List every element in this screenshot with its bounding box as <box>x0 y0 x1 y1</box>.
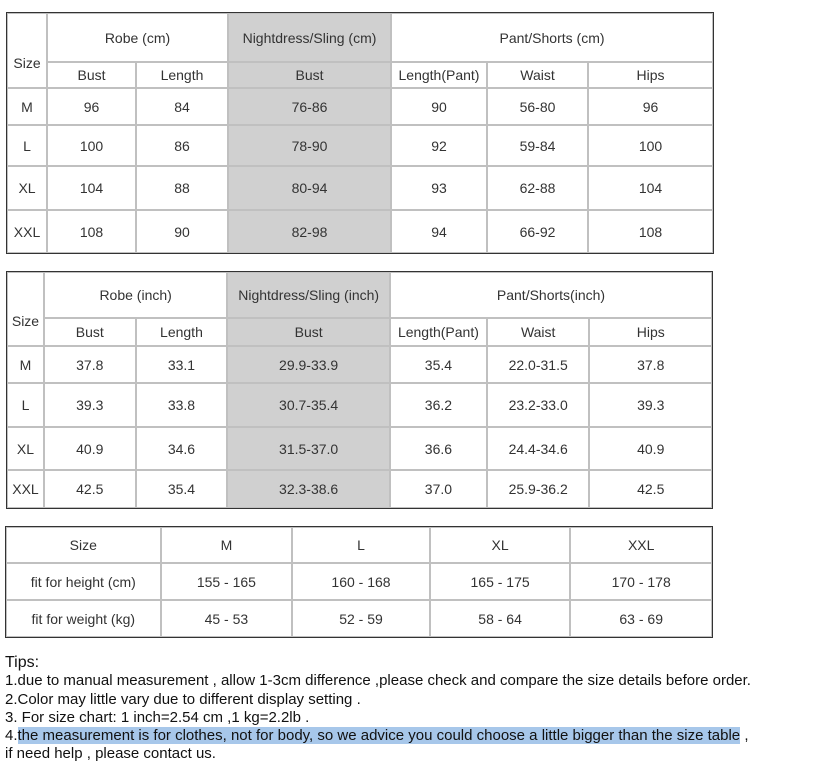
group-header-robe: Robe (cm) <box>47 13 228 62</box>
table-row <box>7 125 713 166</box>
tip-line-5: if need help , please contact us. <box>5 745 216 763</box>
group-header-pant: Pant/Shorts(inch) <box>390 272 712 318</box>
value-cell: 96 <box>47 88 136 125</box>
size-header: Size <box>7 13 47 88</box>
value-cell: 80-94 <box>228 166 391 210</box>
size-header: Size <box>7 272 44 346</box>
subheader: Bust <box>44 318 136 346</box>
value-cell: 104 <box>588 166 713 210</box>
value-cell: 52 - 59 <box>292 600 430 637</box>
tips-title: Tips: <box>5 654 40 671</box>
group-header-nightdress: Nightdress/Sling (inch) <box>227 272 390 318</box>
value-cell: 96 <box>588 88 713 125</box>
table-row <box>7 470 712 508</box>
value-cell: 170 - 178 <box>570 563 712 600</box>
value-cell: 58 - 64 <box>430 600 571 637</box>
value-cell: 108 <box>47 210 136 253</box>
value-cell: 40.9 <box>44 427 136 470</box>
value-cell: 82-98 <box>228 210 391 253</box>
tip-line-3: 3. For size chart: 1 inch=2.54 cm ,1 kg=2.2lb . <box>5 708 310 726</box>
value-cell: 66-92 <box>487 210 588 253</box>
value-cell: 76-86 <box>228 88 391 125</box>
tip-line-4-prefix: 4. <box>5 727 18 745</box>
value-cell: 33.1 <box>136 346 228 383</box>
value-cell: 86 <box>136 125 228 166</box>
value-cell: 104 <box>47 166 136 210</box>
size-cell: XL <box>7 166 47 210</box>
subheader: Waist <box>487 62 588 88</box>
value-cell: 37.0 <box>390 470 487 508</box>
header-cell: XXL <box>570 527 712 563</box>
table-header-row <box>6 527 712 563</box>
value-cell: 36.6 <box>390 427 487 470</box>
value-cell: 24.4-34.6 <box>487 427 590 470</box>
table-row <box>7 166 713 210</box>
value-cell: 25.9-36.2 <box>487 470 590 508</box>
size-cell: L <box>7 125 47 166</box>
value-cell: 31.5-37.0 <box>227 427 390 470</box>
header-cell: L <box>292 527 430 563</box>
value-cell: 45 - 53 <box>161 600 293 637</box>
table-row <box>7 346 712 383</box>
value-cell: 62-88 <box>487 166 588 210</box>
value-cell: 30.7-35.4 <box>227 383 390 427</box>
value-cell: 40.9 <box>589 427 712 470</box>
row-label: fit for weight (kg) <box>6 600 161 637</box>
subheader: Hips <box>589 318 712 346</box>
size-cell: M <box>7 88 47 125</box>
value-cell: 108 <box>588 210 713 253</box>
value-cell: 33.8 <box>136 383 228 427</box>
tip-line-2: 2.Color may little vary due to different display setting . <box>5 690 361 708</box>
value-cell: 92 <box>391 125 487 166</box>
value-cell: 165 - 175 <box>430 563 571 600</box>
value-cell: 34.6 <box>136 427 228 470</box>
value-cell: 90 <box>136 210 228 253</box>
row-label: fit for height (cm) <box>6 563 161 600</box>
selected-text[interactable]: the measurement is for clothes, not for body, so we advice you could choose a little bigger than the size table <box>17 727 741 745</box>
value-cell: 29.9-33.9 <box>227 346 390 383</box>
header-cell: M <box>161 527 293 563</box>
group-header-nightdress: Nightdress/Sling (cm) <box>228 13 391 62</box>
table-row <box>7 88 713 125</box>
size-table-cm <box>6 12 714 254</box>
value-cell: 56-80 <box>487 88 588 125</box>
value-cell: 90 <box>391 88 487 125</box>
size-cell: XXL <box>7 210 47 253</box>
value-cell: 84 <box>136 88 228 125</box>
value-cell: 35.4 <box>136 470 228 508</box>
header-cell: Size <box>6 527 161 563</box>
value-cell: 36.2 <box>390 383 487 427</box>
value-cell: 42.5 <box>589 470 712 508</box>
subheader: Waist <box>487 318 590 346</box>
subheader: Bust <box>47 62 136 88</box>
fit-table <box>5 526 713 638</box>
value-cell: 37.8 <box>589 346 712 383</box>
subheader: Length(Pant) <box>390 318 487 346</box>
size-cell: M <box>7 346 44 383</box>
subheader: Bust <box>227 318 390 346</box>
value-cell: 100 <box>588 125 713 166</box>
tip-line-1: 1.due to manual measurement , allow 1-3cm difference ,please check and compare the size details before order. <box>5 672 751 690</box>
size-cell: XXL <box>7 470 44 508</box>
value-cell: 23.2-33.0 <box>487 383 590 427</box>
header-cell: XL <box>430 527 571 563</box>
value-cell: 63 - 69 <box>570 600 712 637</box>
value-cell: 32.3-38.6 <box>227 470 390 508</box>
tip-line-4 <box>5 727 751 745</box>
size-cell: XL <box>7 427 44 470</box>
table-row <box>7 210 713 253</box>
table-row <box>6 563 712 600</box>
subheader: Length(Pant) <box>391 62 487 88</box>
table-row <box>7 427 712 470</box>
tips-section <box>5 654 751 764</box>
subheader: Length <box>136 62 228 88</box>
subheader: Length <box>136 318 228 346</box>
size-table-inch <box>6 271 713 509</box>
subheader: Hips <box>588 62 713 88</box>
group-header-pant: Pant/Shorts (cm) <box>391 13 713 62</box>
value-cell: 160 - 168 <box>292 563 430 600</box>
value-cell: 39.3 <box>589 383 712 427</box>
value-cell: 37.8 <box>44 346 136 383</box>
value-cell: 93 <box>391 166 487 210</box>
table-row <box>6 600 712 637</box>
value-cell: 35.4 <box>390 346 487 383</box>
value-cell: 42.5 <box>44 470 136 508</box>
group-header-robe: Robe (inch) <box>44 272 227 318</box>
value-cell: 59-84 <box>487 125 588 166</box>
value-cell: 39.3 <box>44 383 136 427</box>
value-cell: 100 <box>47 125 136 166</box>
value-cell: 94 <box>391 210 487 253</box>
subheader: Bust <box>228 62 391 88</box>
value-cell: 88 <box>136 166 228 210</box>
value-cell: 155 - 165 <box>161 563 293 600</box>
value-cell: 22.0-31.5 <box>487 346 590 383</box>
tip-line-4-suffix: , <box>740 727 749 745</box>
value-cell: 78-90 <box>228 125 391 166</box>
table-row <box>7 383 712 427</box>
size-cell: L <box>7 383 44 427</box>
